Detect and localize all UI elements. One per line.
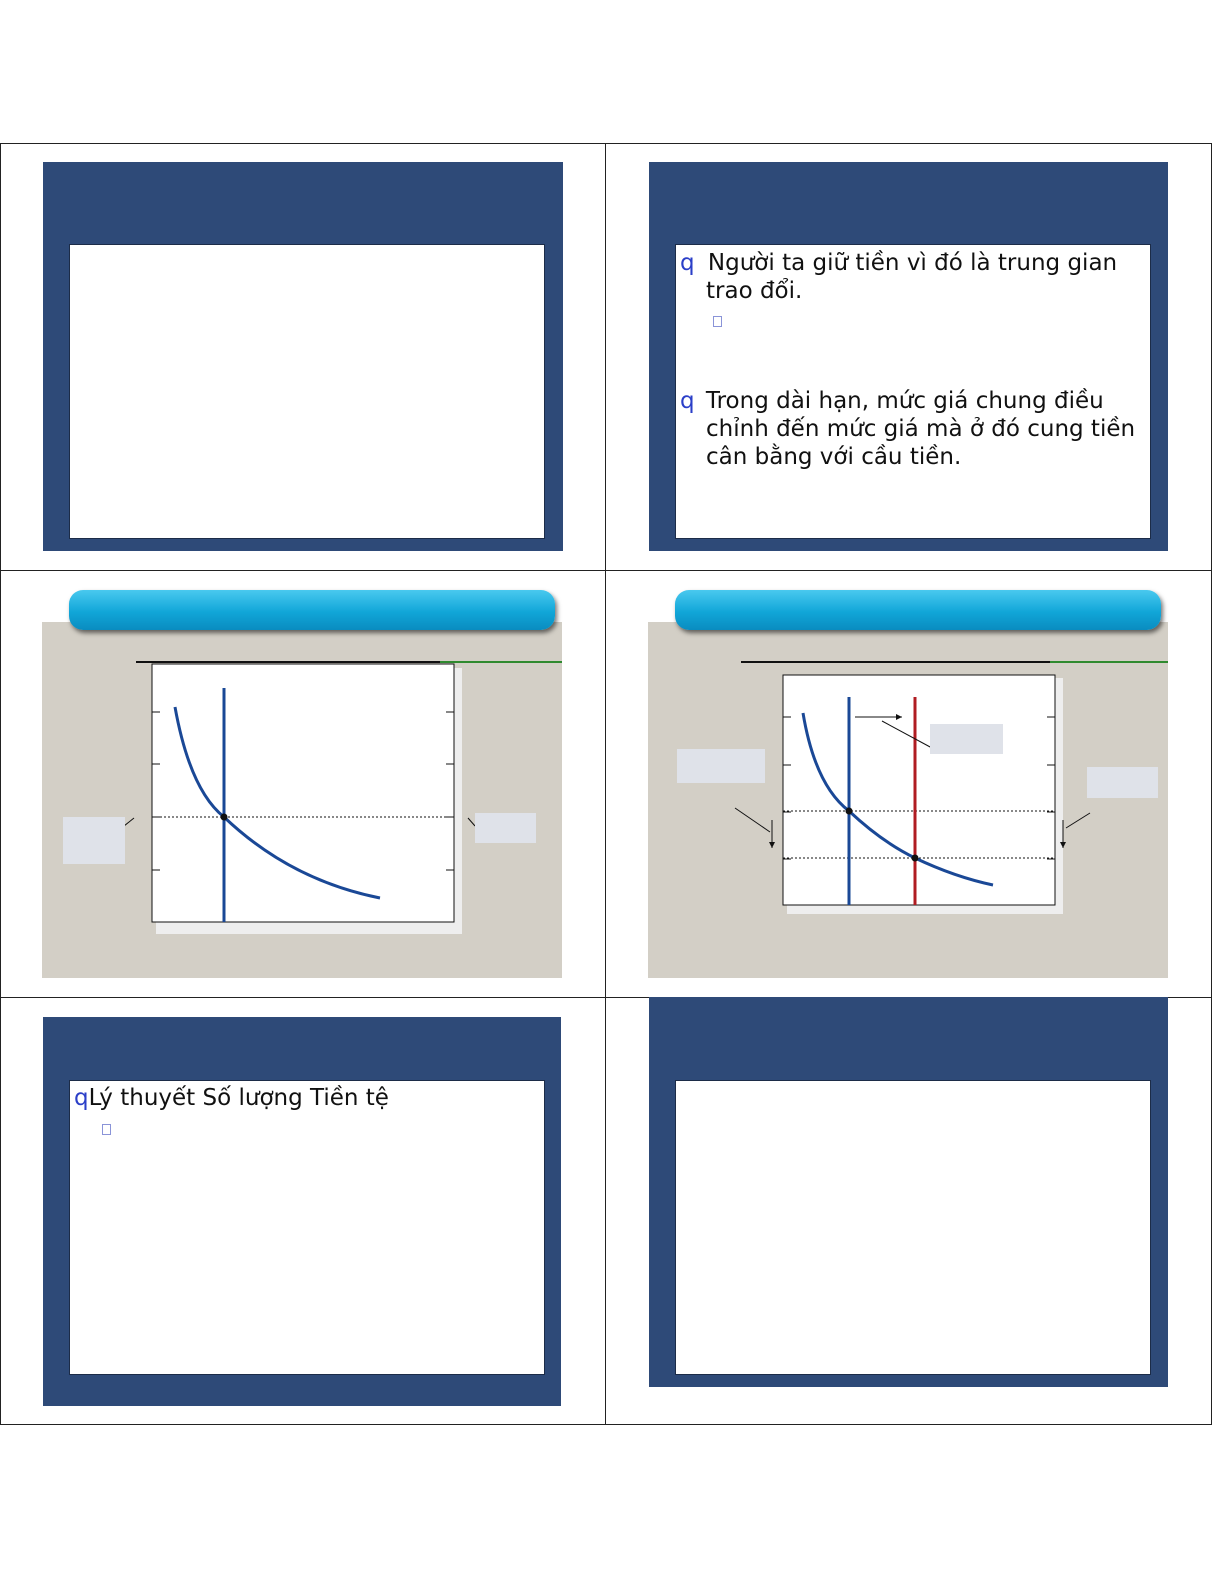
bullet-marker: q — [74, 1085, 89, 1111]
right-axis-label-box — [1087, 767, 1158, 798]
slide-5 — [43, 1017, 561, 1406]
left-label-pointer — [735, 808, 770, 832]
new-equilibrium-point — [912, 855, 919, 862]
bullet-text: Trong dài hạn, mức giá chung điều — [705, 388, 1104, 414]
initial-equilibrium-point — [846, 808, 853, 815]
slide-6 — [649, 997, 1168, 1387]
left-axis-label-box — [677, 749, 765, 783]
right-label-pointer — [1066, 813, 1090, 828]
bullet-marker: q — [680, 388, 695, 414]
plot-area — [783, 675, 1055, 905]
slide-2-bullet-1-continuation: trao đổi. — [706, 278, 803, 304]
bullet-marker: q — [680, 250, 695, 276]
slide-2-bullet-2-continuation-1: chỉnh đến mức giá mà ở đó cung tiền — [706, 416, 1136, 442]
bullet-text: Người ta giữ tiền vì đó là trung gian — [707, 250, 1118, 276]
slide-2-bullet-2-continuation-2: cân bằng với cầu tiền. — [706, 444, 962, 470]
sub-bullet-icon — [102, 1124, 111, 1135]
slide-5-content-box — [69, 1080, 545, 1375]
slide-5-bullet-1 — [74, 1084, 389, 1112]
slide-6-content-box — [675, 1080, 1151, 1375]
bullet-text: Lý thuyết Số lượng Tiền tệ — [88, 1085, 389, 1111]
shift-label-box — [930, 724, 1003, 754]
left-down-arrowhead — [769, 842, 775, 848]
